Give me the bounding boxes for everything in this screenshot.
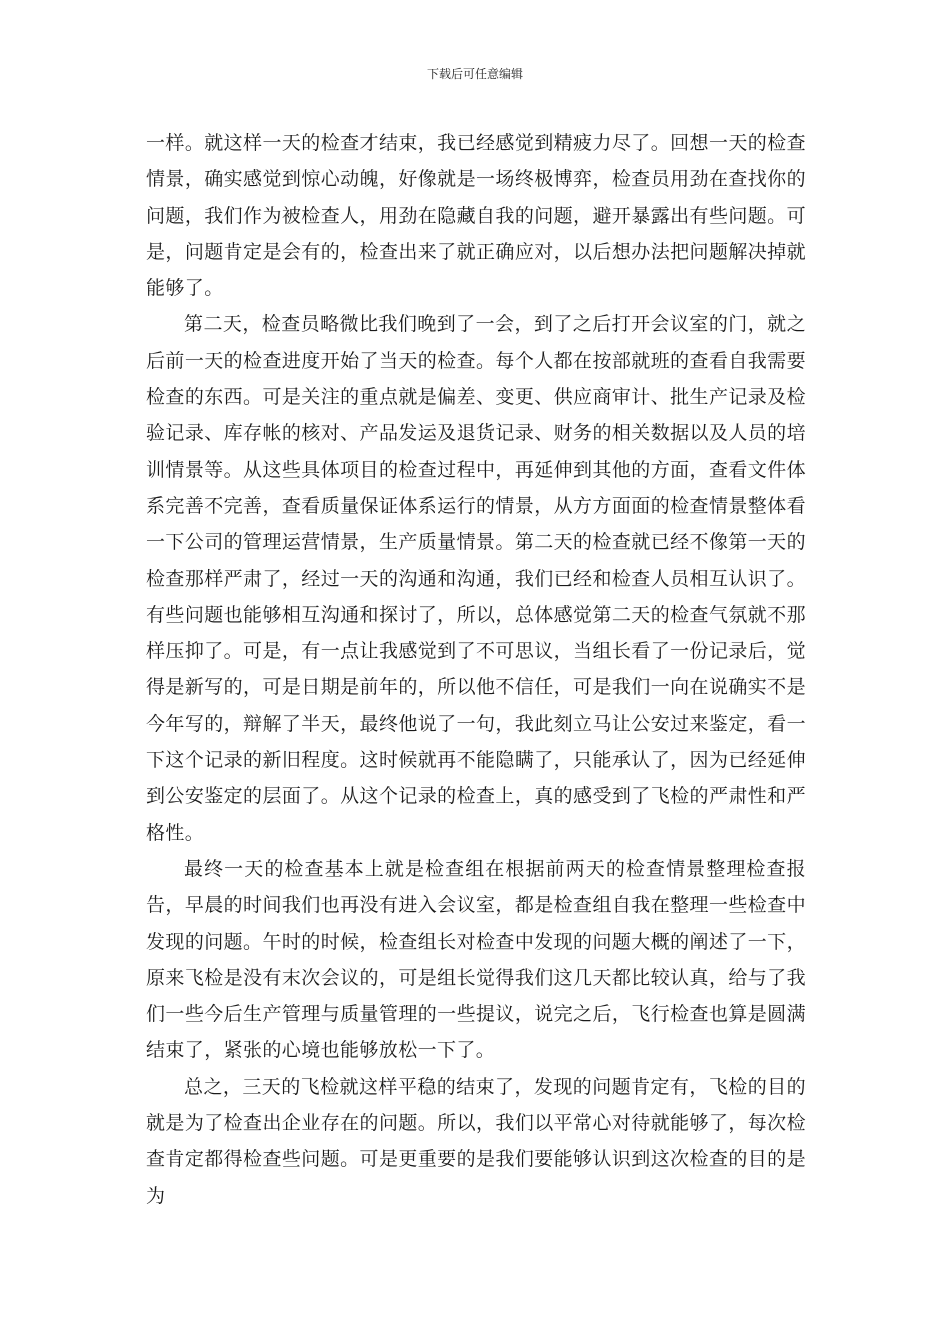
document-body — [146, 125, 806, 1214]
paragraph-1: 一样。就这样一天的检查才结束，我已经感觉到精疲力尽了。回想一天的检查情景，确实感觉到惊心动魄，好像就是一场终极博弈，检查员用劲在查找你的问题，我们作为被检查人，用劲在隐藏自我的问题，避开暴露出有些问题。可是，问题肯定是会有的，检查出来了就正确应对，以后想办法把问题解决掉就能够了。 — [146, 132, 806, 300]
paragraph-4: 总之，三天的飞检就这样平稳的结束了，发现的问题肯定有，飞检的目的就是为了检查出企业存在的问题。所以，我们以平常心对待就能够了，每次检查肯定都得检查些问题。可是更重要的是我们要能够认识到这次检查的目的是为 — [146, 1075, 806, 1207]
page-header: 下载后可任意编辑 — [426, 67, 523, 81]
paragraph-2: 第二天，检查员略微比我们晚到了一会，到了之后打开会议室的门，就之后前一天的检查进度开始了当天的检查。每个人都在按部就班的查看自我需要检查的东西。可是关注的重点就是偏差、变更、供应商审计、批生产记录及检验记录、库存帐的核对、产品发运及退货记录、财务的相关数据以及人员的培训情景等。从这些具体项目的检查过程中，再延伸到其他的方面，查看文件体系完善不完善，查看质量保证体系运行的情景，从方方面面的检查情景整体看一下公司的管理运营情景，生产质量情景。第二天的检查就已经不像第一天的检查那样严肃了，经过一天的沟通和沟通，我们已经和检查人员相互认识了。有些问题也能够相互沟通和探讨了，所以，总体感觉第二天的检查气氛就不那样压抑了。可是，有一点让我感觉到了不可思议，当组长看了一份记录后，觉得是新写的，可是日期是前年的，所以他不信任，可是我们一向在说确实不是今年写的，辩解了半天，最终他说了一句，我此刻立马让公安过来鉴定，看一下这个记录的新旧程度。这时候就再不能隐瞒了，只能承认了，因为已经延伸到公安鉴定的层面了。从这个记录的检查上，真的感受到了飞检的严肃性和严格性。 — [146, 313, 806, 844]
paragraph-3: 最终一天的检查基本上就是检查组在根据前两天的检查情景整理检查报告，早晨的时间我们也再没有进入会议室，都是检查组自我在整理一些检查中发现的问题。午时的时候，检查组长对检查中发现的问题大概的阐述了一下，原来飞检是没有末次会议的，可是组长觉得我们这几天都比较认真，给与了我们一些今后生产管理与质量管理的一些提议，说完之后，飞行检查也算是圆满结束了，紧张的心境也能够放松一下了。 — [146, 857, 806, 1062]
